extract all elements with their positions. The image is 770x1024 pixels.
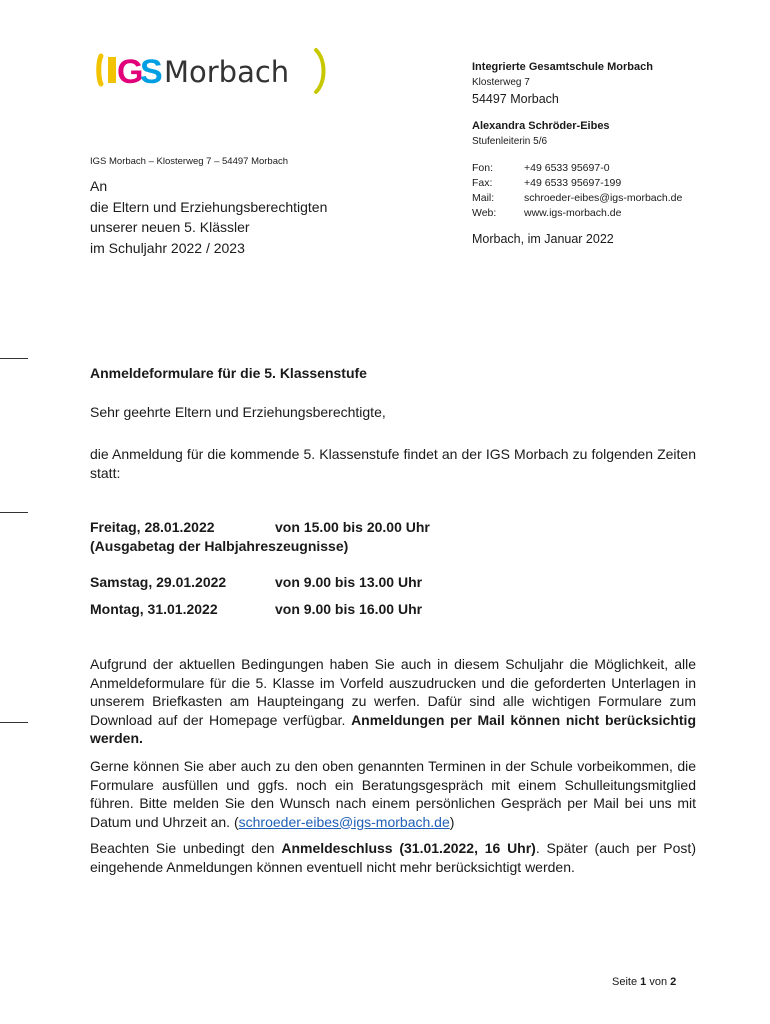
contact-row-phone: Fon: +49 6533 95697-0 (472, 162, 610, 174)
contact-role: Stufenleiterin 5/6 (472, 135, 548, 147)
schedule-day: Montag, 31.01.2022 (90, 601, 218, 617)
fold-mark (0, 512, 28, 513)
schedule-day: Freitag, 28.01.2022 (90, 519, 215, 535)
logo-letters: G (117, 53, 144, 91)
schedule-note: (Ausgabetag der Halbjahreszeugnisse) (90, 537, 349, 554)
schedule-day: Samstag, 29.01.2022 (90, 574, 227, 590)
page-number: Seite 1 von 2 (612, 976, 677, 988)
fold-mark (0, 358, 28, 359)
svg-text:S: S (140, 53, 163, 91)
intro-paragraph: die Anmeldung für die kommende 5. Klassenstufe findet an der IGS Morbach zu folgenden Zeiten statt: (90, 446, 696, 481)
letter-subject: Anmeldeformulare für die 5. Klassenstufe (90, 365, 367, 381)
email-link[interactable]: schroeder-eibes@igs-morbach.de (238, 813, 450, 830)
contact-person: Alexandra Schröder-Eibes (472, 119, 610, 132)
contact-table (472, 161, 682, 221)
mail-notice: Anmeldungen per Mail können nicht berücksichtig werden. (90, 711, 696, 746)
school-info (472, 60, 742, 149)
igs-logo-graphic (96, 44, 336, 96)
paragraph-deadline: Beachten Sie unbedingt den Anmeldeschluss (31.01.2022, 16 Uhr). Später (auch per Post) eingehende Anmeldungen können eventuell nicht mehr berücksichtigt werden. (90, 840, 696, 875)
schedule-time: von 15.00 bis 20.00 Uhr (275, 519, 430, 535)
school-street: Klosterweg 7 (472, 76, 530, 88)
salutation: Sehr geehrte Eltern und Erziehungsberechtigte, (90, 404, 386, 420)
schedule-row (90, 573, 490, 592)
deadline: Anmeldeschluss (31.01.2022, 16 Uhr) (281, 840, 536, 856)
schedule-row (90, 600, 490, 619)
schedule-row (90, 518, 490, 555)
contact-row-web: Web: www.igs-morbach.de (472, 207, 622, 219)
letter-date: Morbach, im Januar 2022 (472, 232, 614, 246)
school-name: Integrierte Gesamtschule Morbach (472, 61, 653, 73)
paragraph-visit-info: Gerne können Sie aber auch zu den oben genannten Terminen in der Schule vorbeikommen, die Formulare ausfüllen und ggfs. noch ein Beratungsgespräch mit einem Schulleitungsmitglied führen. Bitte melden Sie den Wunsch nach einem persönlichen Gespräch per Mail bei uns mit Datum und Uhrzeit an. (schroeder-eibes@igs-morbach.de) (90, 758, 696, 830)
schedule-time: von 9.00 bis 16.00 Uhr (275, 601, 423, 617)
fold-mark (0, 722, 28, 723)
sender-line: IGS Morbach – Klosterweg 7 – 54497 Morbach (90, 156, 289, 167)
logo-name: Morbach (164, 55, 290, 89)
recipient-address: An die Eltern und Erziehungsberechtigten unserer neuen 5. Klässler im Schuljahr 2022 / 2023 (90, 178, 328, 256)
schedule-time: von 9.00 bis 13.00 Uhr (275, 574, 423, 590)
school-logo (96, 44, 336, 96)
contact-row-fax: Fax: +49 6533 95697-199 (472, 177, 622, 189)
paragraph-download-info: Aufgrund der aktuellen Bedingungen haben Sie auch in diesem Schuljahr die Möglichkeit, alle Anmeldeformulare für die 5. Klasse im Vorfeld auszudrucken und die geforderten Unterlagen in unserem Briefkasten am Haupteingang zu werfen. Dafür sind alle wichtigen Formulare zum Download auf der Homepage verfügbar. Anmeldungen per Mail können nicht berücksichtig werden. (90, 656, 696, 746)
contact-row-mail: Mail: schroeder-eibes@igs-morbach.de (472, 192, 683, 204)
school-town: 54497 Morbach (472, 92, 559, 107)
